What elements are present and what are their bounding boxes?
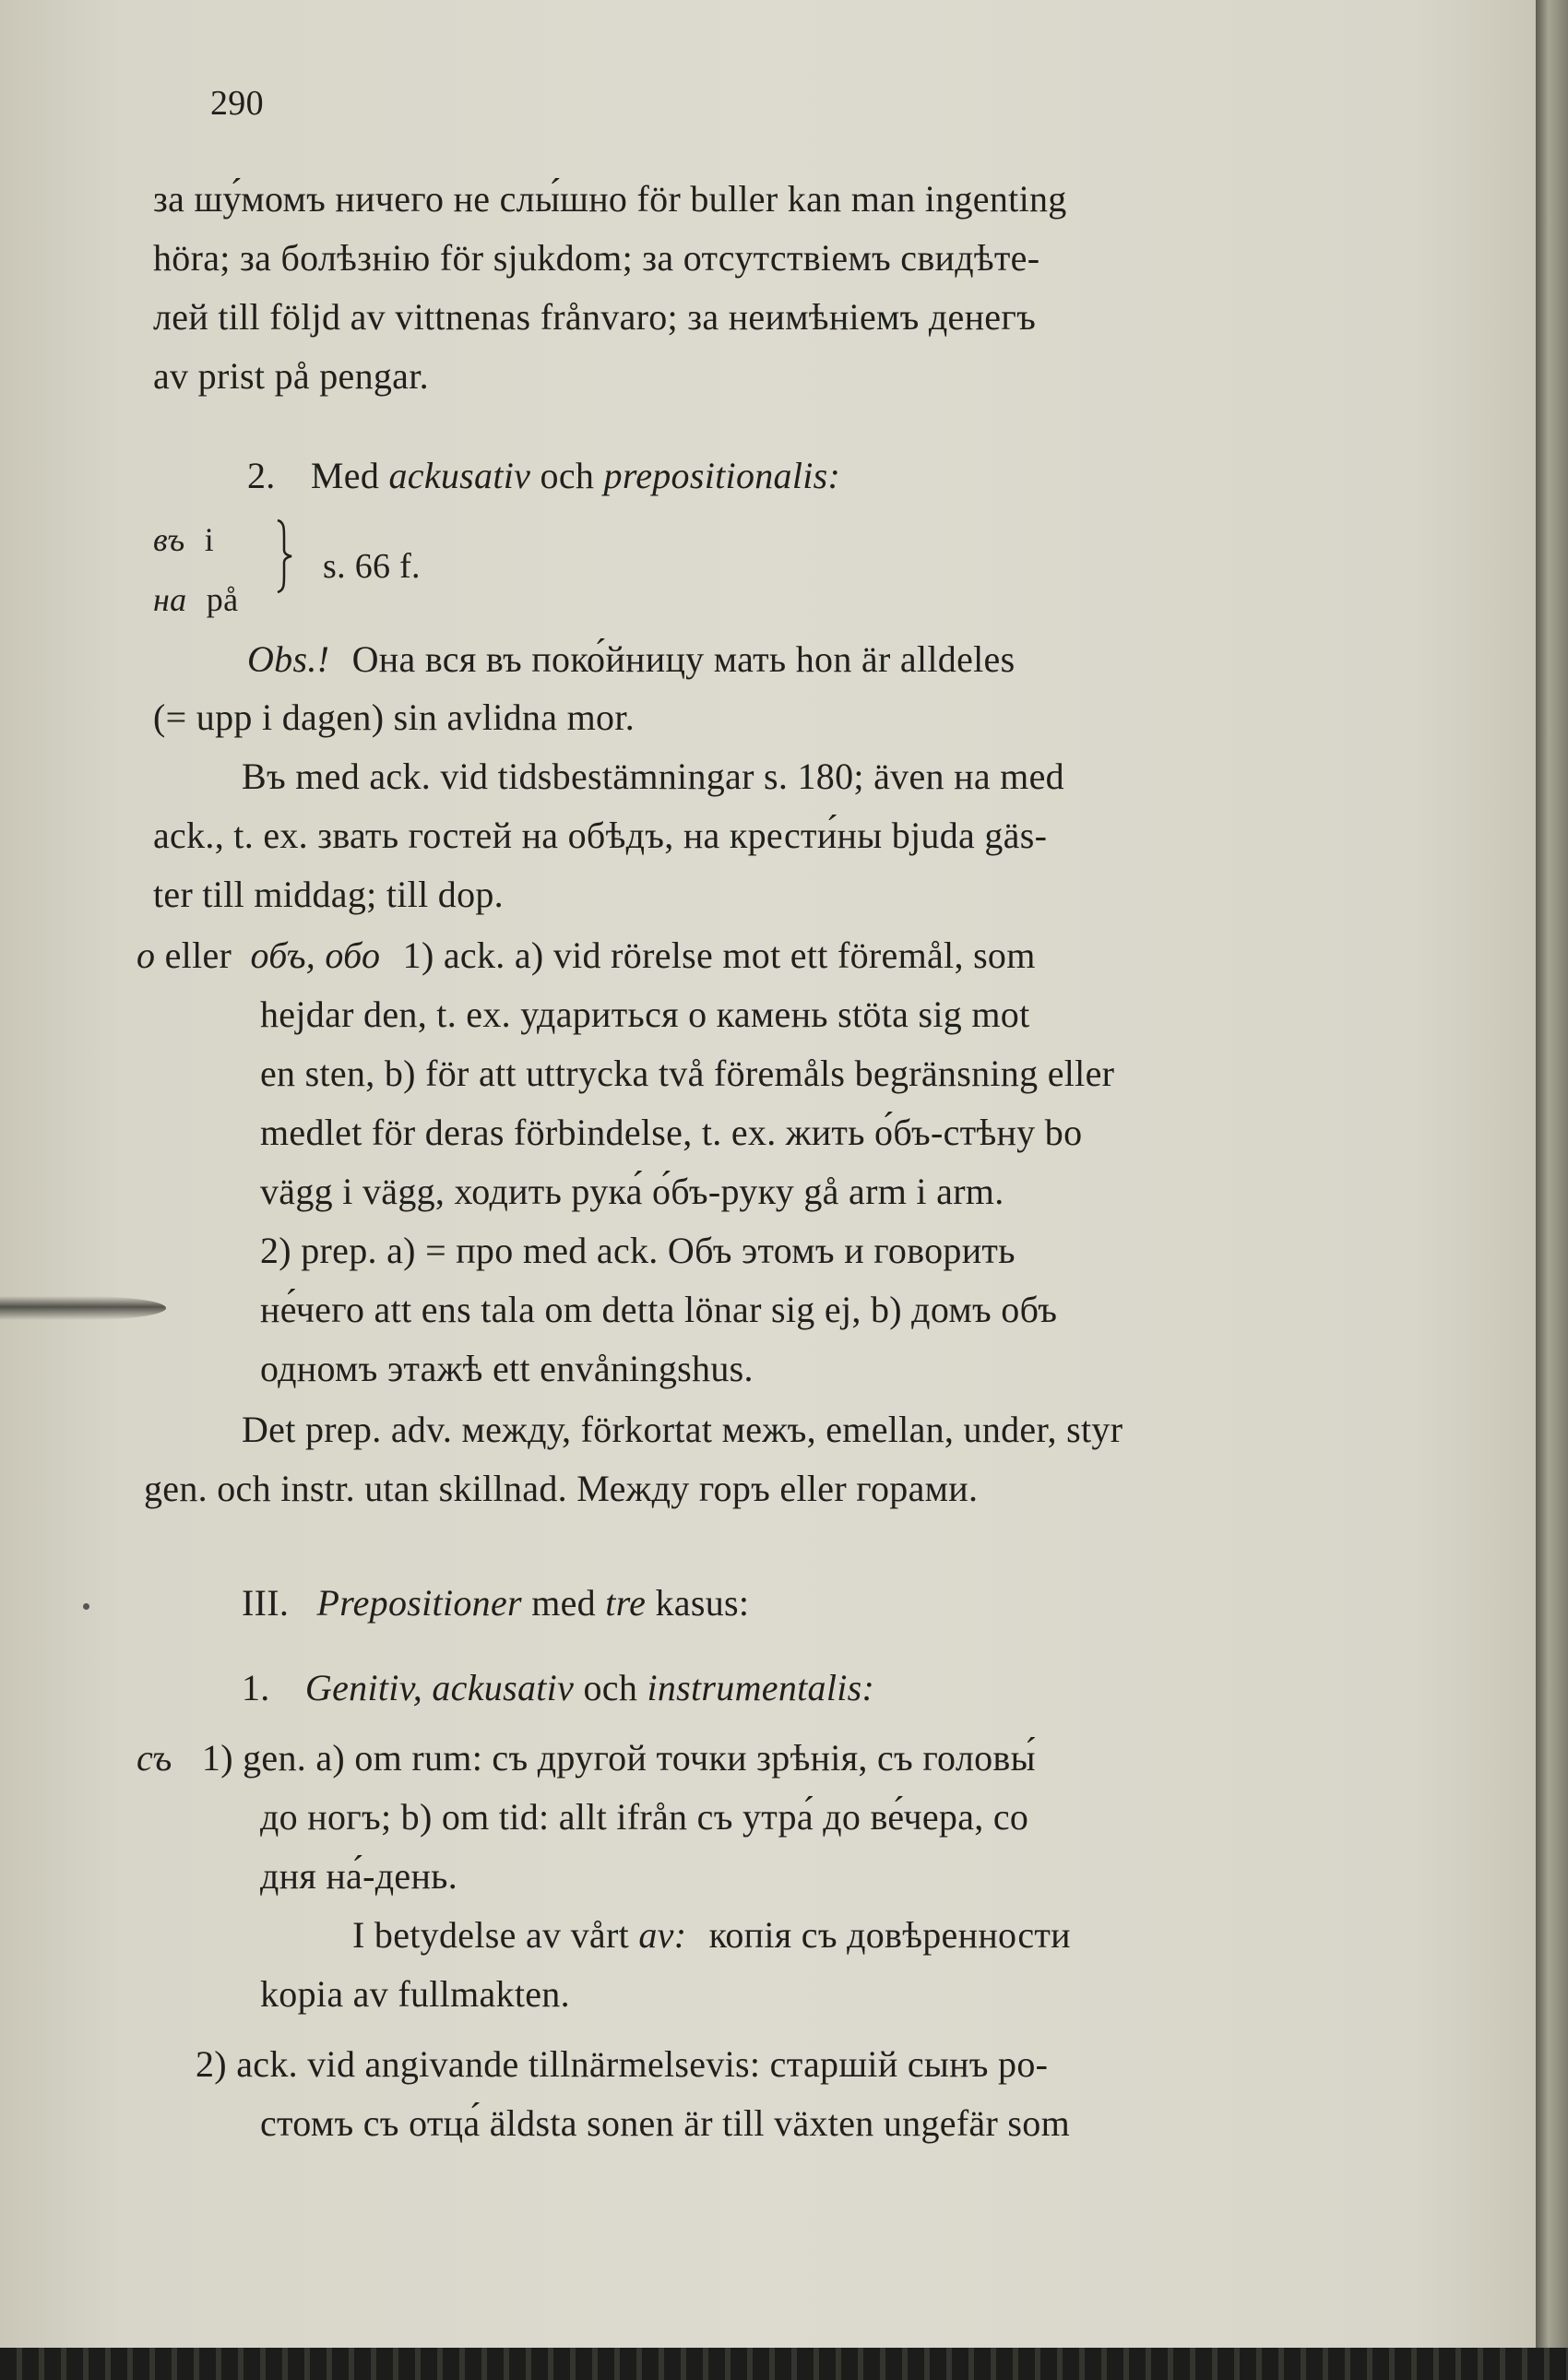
heading-italic: tre [605, 1582, 647, 1624]
heading-italic: Prepositioner [316, 1582, 522, 1624]
text-line [137, 1737, 1036, 1779]
line-text: копія съ довѣренности [708, 1914, 1071, 1956]
text-line: не́чего att ens tala om detta lönar sig ej, b) домъ объ [260, 1289, 1058, 1330]
text-line: стомъ съ отца́ äldsta sonen är till växten ungefär som [260, 2102, 1070, 2144]
page-bottom-edge [0, 2348, 1568, 2380]
text-line: hejdar den, t. ex. удариться о камень stöta sig mot [260, 994, 1030, 1035]
italic-word: av: [638, 1914, 687, 1956]
text-line: gen. och instr. utan skillnad. Между горъ eller горами. [144, 1468, 979, 1509]
text-line: höra; за болѣзнію för sjukdom; за отсутствіемъ свидѣте- [153, 237, 1040, 279]
heading-italic: prepositionalis: [603, 455, 841, 496]
heading-italic: ackusativ [388, 455, 531, 496]
russian-prep: объ, обо [250, 934, 381, 976]
line-text: 1) gen. a) om rum: съ другой точки зрѣнія, съ головы́ [201, 1737, 1036, 1779]
heading-word: och [583, 1667, 638, 1708]
text-line: Det prep. adv. между, förkortat межъ, emellan, under, styr [242, 1409, 1123, 1450]
swedish-gloss: på [206, 581, 239, 618]
brace-reference: s. 66 f. [323, 547, 421, 586]
line-text: eller [164, 934, 232, 976]
text-line: en sten, b) för att uttrycka två föremåls begränsning eller [260, 1053, 1115, 1094]
text-line: ter till middag; till dop. [153, 874, 504, 915]
braced-item [153, 581, 238, 618]
text-line [137, 934, 1036, 976]
ink-dot [83, 1603, 89, 1610]
section-number: III. [242, 1582, 290, 1624]
russian-prep: въ [153, 521, 185, 558]
russian-prep: о [137, 934, 156, 976]
text-line: av prist på pengar. [153, 355, 429, 397]
text-line: 2) ack. vid angivande tillnärmelsevis: старшій сынъ ро- [196, 2043, 1049, 2085]
heading-word: med [531, 1582, 596, 1624]
text-line [352, 1914, 1071, 1956]
section-number: 2. [247, 455, 276, 496]
text-line: ack., t. ex. звать гостей на обѣдъ, на крести́ны bjuda gäs- [153, 815, 1048, 856]
page-number: 290 [210, 84, 264, 123]
braced-item [153, 521, 214, 558]
swedish-gloss: i [204, 521, 215, 558]
page-right-edge [1536, 0, 1568, 2380]
text-line: за шу́момъ ничего не слы́шно för buller kan man ingenting [153, 178, 1067, 220]
heading-word: och [540, 455, 595, 496]
text-line: kopia av fullmakten. [260, 1973, 570, 2015]
heading-word: Med [310, 455, 380, 496]
line-text: Она вся въ поко́йницу мать hon är alldeles [351, 638, 1016, 680]
section-heading [242, 1667, 875, 1708]
russian-prep: съ [137, 1737, 172, 1779]
section-heading [247, 455, 841, 496]
heading-word: kasus: [655, 1582, 750, 1624]
brace-icon [275, 518, 293, 594]
section-number: 1. [242, 1667, 270, 1708]
line-text: I betydelse av vårt [352, 1914, 630, 1956]
text-line: одномъ этажѣ ett envåningshus. [260, 1348, 754, 1389]
obs-label: Obs.! [247, 638, 330, 680]
russian-prep: на [153, 581, 187, 618]
text-line: 2) prep. a) = про med ack. Объ этомъ и говорить [260, 1230, 1016, 1271]
text-line: лей till följd av vittnenas frånvaro; за неимѣніемъ денегъ [153, 296, 1037, 338]
pin-shadow [0, 1296, 166, 1320]
heading-italic: instrumentalis: [647, 1667, 875, 1708]
heading-italic: Genitiv, ackusativ [304, 1667, 575, 1708]
section-heading [242, 1582, 750, 1624]
text-line: vägg i vägg, ходить рука́ о́бъ-руку gå arm i arm. [260, 1171, 1004, 1212]
text-line: (= upp i dagen) sin avlidna mor. [153, 696, 636, 738]
text-line: medlet för deras förbindelse, t. ex. жить о́бъ-стѣну bo [260, 1112, 1083, 1153]
text-line: дня на́-день. [260, 1855, 457, 1897]
text-line: до ногъ; b) om tid: allt ifrån съ утра́ до ве́чера, со [260, 1796, 1029, 1838]
text-line [247, 638, 1016, 680]
line-text: 1) ack. a) vid rörelse mot ett föremål, som [402, 934, 1036, 976]
text-line: Въ med ack. vid tidsbestämningar s. 180; även на med [242, 756, 1064, 797]
